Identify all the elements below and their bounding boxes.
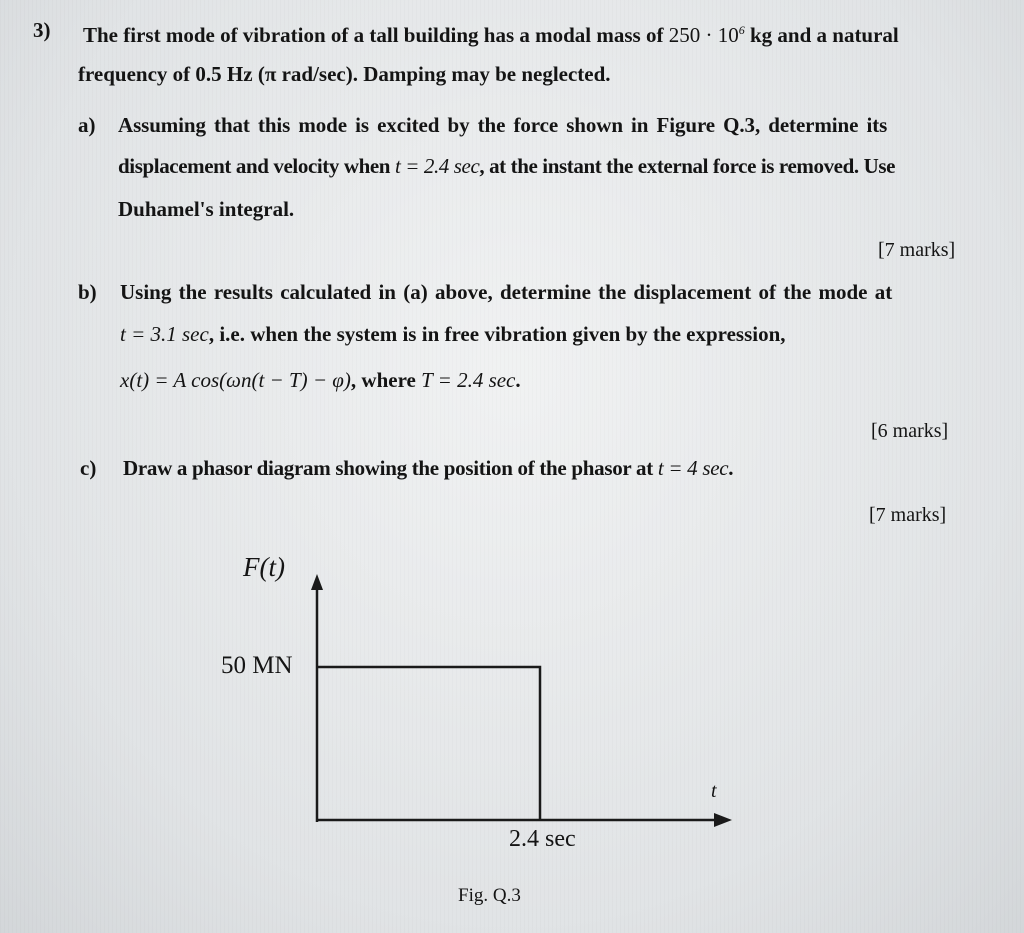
modal-mass: $250 \cdot 10^6$ kg (668, 23, 773, 47)
part-b-line1: Using the results calculated in (a) above, determine the displacement of the mode at (120, 280, 893, 304)
intro-text-a: The first mode of vibration of a tall building has a modal mass of (83, 23, 664, 47)
question-intro-line2: frequency of 0.5 Hz (π rad/sec). Damping may be neglected. (78, 62, 611, 86)
force-level-label: 50 MN (221, 652, 293, 679)
part-a-line2-text-b: , at the instant the external force is removed. Use (479, 154, 896, 178)
free-vibration-expression: x(t) = A cos(ωn(t − T) − φ) (120, 368, 351, 392)
intro-text-b: and a natural (777, 23, 899, 47)
figure-caption: Fig. Q.3 (458, 885, 521, 906)
y-axis-arrowhead (311, 574, 323, 590)
part-b-marks: [6 marks] (871, 420, 949, 442)
part-c-marks: [7 marks] (869, 504, 947, 526)
x-axis-arrowhead (714, 813, 732, 827)
part-c-text-end: . (728, 456, 734, 480)
force-pulse-line (317, 667, 540, 820)
part-a-label: a) (78, 113, 96, 137)
part-a-line1: Assuming that this mode is excited by the force shown in Figure Q.3, determine its (118, 113, 888, 137)
duration-label: 2.4 sec (509, 826, 576, 852)
y-axis-label: F(t) (243, 552, 285, 582)
part-a-line2-text: displacement and velocity when (118, 154, 391, 178)
part-a-line3: Duhamel's integral. (118, 197, 295, 221)
part-b-label: b) (78, 280, 97, 304)
part-b-release-time: T = 2.4 sec (421, 368, 516, 392)
part-b-line2-text: , i.e. when the system is in free vibration given by the expression, (208, 322, 786, 346)
part-b-line3-end: . (515, 368, 521, 392)
part-a-marks: [7 marks] (878, 239, 956, 261)
question-number: 3) (33, 18, 51, 42)
part-c-time-expression: t = 4 sec (657, 456, 729, 480)
part-c-label: c) (80, 456, 97, 480)
part-a-time-expression: t = 2.4 sec (394, 154, 480, 178)
part-b-line3-text: , where (350, 368, 416, 392)
part-c-text: Draw a phasor diagram showing the position of the phasor at (123, 456, 653, 480)
part-b-time-expression: t = 3.1 sec (120, 322, 209, 346)
x-axis-label: t (711, 780, 717, 802)
